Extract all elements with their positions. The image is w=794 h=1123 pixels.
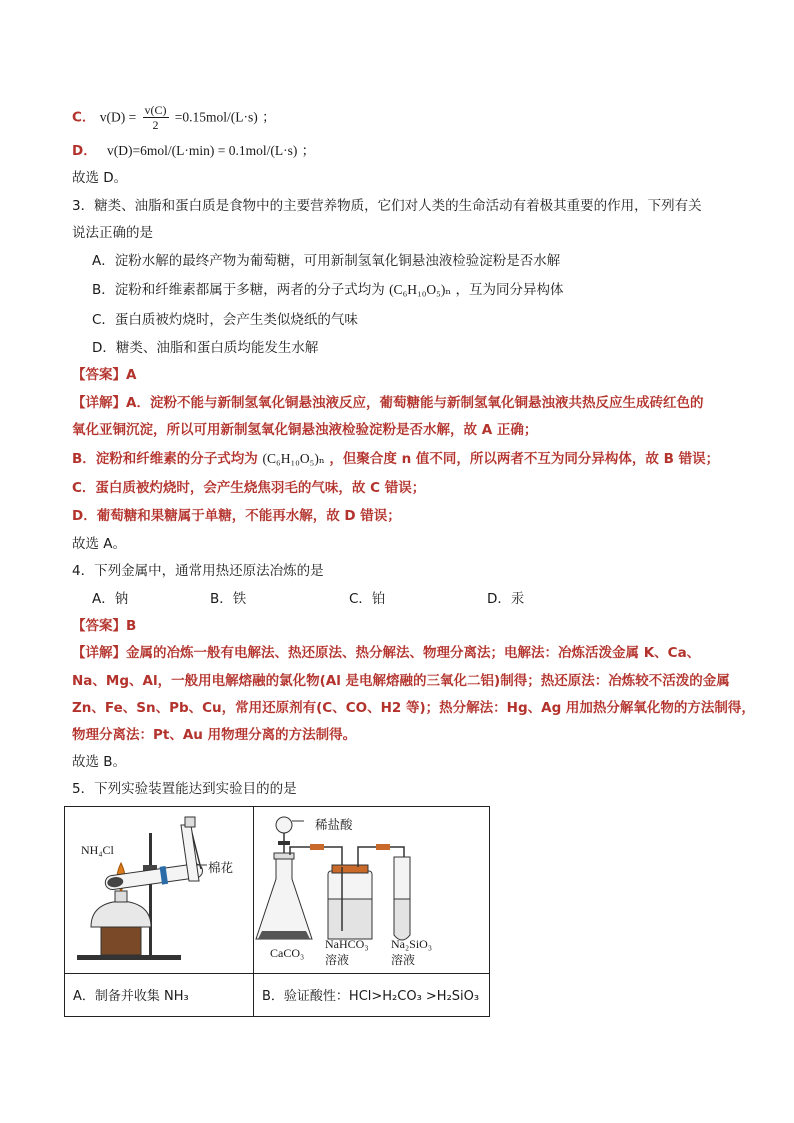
option-c-label: C．	[72, 109, 96, 126]
q4-explanation-3: Zn、Fe、Sn、Pb、Cu，常用还原剂有(C、CO、H2 等)；热分解法：Hg、Ag 用加热分解氧化物的方法制得，	[72, 700, 755, 716]
caption-b: B．验证酸性：HCl>H₂CO₃ >H₂SiO₃	[262, 989, 480, 1004]
q3-stem-2: 说法正确的是	[72, 225, 153, 241]
q4-explanation-2: Na、Mg、Al，一般用电解熔融的氯化物(Al 是电解熔融的三氧化二铝)制得；热还原法：冶炼较不活泼的金属	[72, 673, 730, 689]
q3-explanation-5: D．葡萄糖和果糖属于单糖，不能再水解，故 D 错误；	[72, 508, 401, 524]
conical-flask	[256, 857, 312, 939]
separatory-funnel	[276, 817, 292, 833]
wooden-block	[101, 927, 141, 955]
table-divider-horizontal	[65, 973, 489, 974]
q4-stem: 4．下列金属中，通常用热还原法冶炼的是	[72, 563, 324, 579]
experiment-table	[64, 806, 490, 1017]
label-nh4cl: NH₄Cl	[81, 843, 114, 857]
stand-rod	[149, 833, 152, 957]
option-c-denominator: 2	[152, 118, 159, 132]
label-na2sio3-solution: 溶液	[391, 953, 416, 967]
label-caco3: CaCO₃	[270, 946, 305, 960]
q3-option-b-formula: (C₆H₁₀O₅)ₙ	[389, 282, 452, 297]
q4-option-a: A．钠	[92, 591, 129, 607]
option-c-line	[72, 103, 276, 132]
flask-stopper	[274, 853, 294, 859]
label-na2sio3: Na₂SiO₃	[391, 937, 433, 951]
rubber-joint-2	[376, 844, 390, 850]
q4-explanation-1: 【详解】金属的冶炼一般有电解法、热还原法、热分解法、物理分离法；电解法：冶炼活泼金属 K、Ca、	[72, 645, 701, 661]
q4-option-d: D．汞	[487, 591, 525, 607]
label-nahco3: NaHCO₃	[325, 937, 369, 951]
q3-explanation-2: 氧化亚铜沉淀，所以可用新制氢氧化铜悬浊液检验淀粉是否水解，故 A 正确；	[72, 422, 538, 438]
q4-answer: 【答案】B	[72, 618, 137, 634]
q3-option-b-pre: B．淀粉和纤维素都属于多糖，两者的分子式均为	[92, 282, 385, 298]
q3-explanation-1: 【详解】A．淀粉不能与新制氢氧化铜悬浊液反应，葡萄糖能与新制氢氧化铜悬浊液共热反应生成砖红色的	[72, 395, 704, 411]
option-c-fraction	[143, 103, 169, 132]
q3-answer: 【答案】A	[72, 367, 137, 383]
wash-bottle-stopper	[332, 865, 368, 873]
q3-explanation-3-pre: B．淀粉和纤维素的分子式均为	[72, 451, 258, 467]
option-d-math: v(D)=6mol/(L·min) = 0.1mol/(L·s)	[107, 143, 298, 158]
stand-base	[77, 955, 181, 960]
rubber-joint-1	[310, 844, 324, 850]
label-nahco3-solution: 溶液	[325, 953, 350, 967]
q3-option-a: A．淀粉水解的最终产物为葡萄糖，可用新制氢氧化铜悬浊液检验淀粉是否水解	[92, 253, 561, 269]
q3-explanation-3-post: ，但聚合度 n 值不同，所以两者不互为同分异构体，故 B 错误；	[329, 451, 720, 467]
q3-explanation-3	[72, 449, 719, 469]
nahco3-solution	[328, 899, 372, 939]
alcohol-lamp	[91, 901, 151, 927]
q3-option-c: C．蛋白质被灼烧时，会产生类似烧纸的气味	[92, 312, 358, 328]
q4-option-c: C．铂	[349, 591, 386, 607]
q3-stem-1: 3．糖类、油脂和蛋白质是食物中的主要营养物质，它们对人类的生命活动有着极其重要的作用，下列有关	[72, 198, 702, 214]
q3-option-b	[92, 280, 564, 300]
q3-option-b-post: ，互为同分异构体	[455, 282, 564, 298]
option-d-line	[72, 141, 315, 161]
option-c-numerator: v(C)	[144, 103, 167, 117]
choose-d: 故选 D。	[72, 170, 128, 186]
choose-a: 故选 A。	[72, 536, 127, 552]
option-c-rhs: =0.15mol/(L·s)	[174, 109, 258, 125]
choose-b: 故选 B。	[72, 754, 127, 770]
caption-a: A．制备并收集 NH₃	[73, 989, 189, 1004]
option-d-end: ；	[301, 143, 316, 159]
q4-explanation-4: 物理分离法：Pt、Au 用物理分离的方法制得。	[72, 727, 357, 743]
option-d-label: D．	[72, 143, 97, 159]
option-c-lhs: v(D) =	[99, 109, 137, 125]
q4-option-b: B．铁	[210, 591, 247, 607]
label-cotton: 棉花	[208, 861, 234, 875]
cotton-plug	[185, 817, 195, 827]
q3-explanation-3-formula: (C₆H₁₀O₅)ₙ	[262, 451, 325, 466]
option-c-end: ；	[262, 109, 276, 126]
funnel-stopcock	[278, 841, 290, 845]
q3-option-d: D．糖类、油脂和蛋白质均能发生水解	[92, 340, 319, 356]
q3-explanation-4: C．蛋白质被灼烧时，会产生烧焦羽毛的气味，故 C 错误；	[72, 480, 426, 496]
lamp-wick-holder	[115, 891, 127, 902]
q5-stem: 5．下列实验装置能达到实验目的的是	[72, 781, 297, 797]
caco3-solid	[258, 931, 310, 939]
apparatus-a-figure	[65, 807, 253, 973]
label-dilute-hcl: 稀盐酸	[315, 818, 353, 832]
na2sio3-solution	[394, 899, 410, 940]
